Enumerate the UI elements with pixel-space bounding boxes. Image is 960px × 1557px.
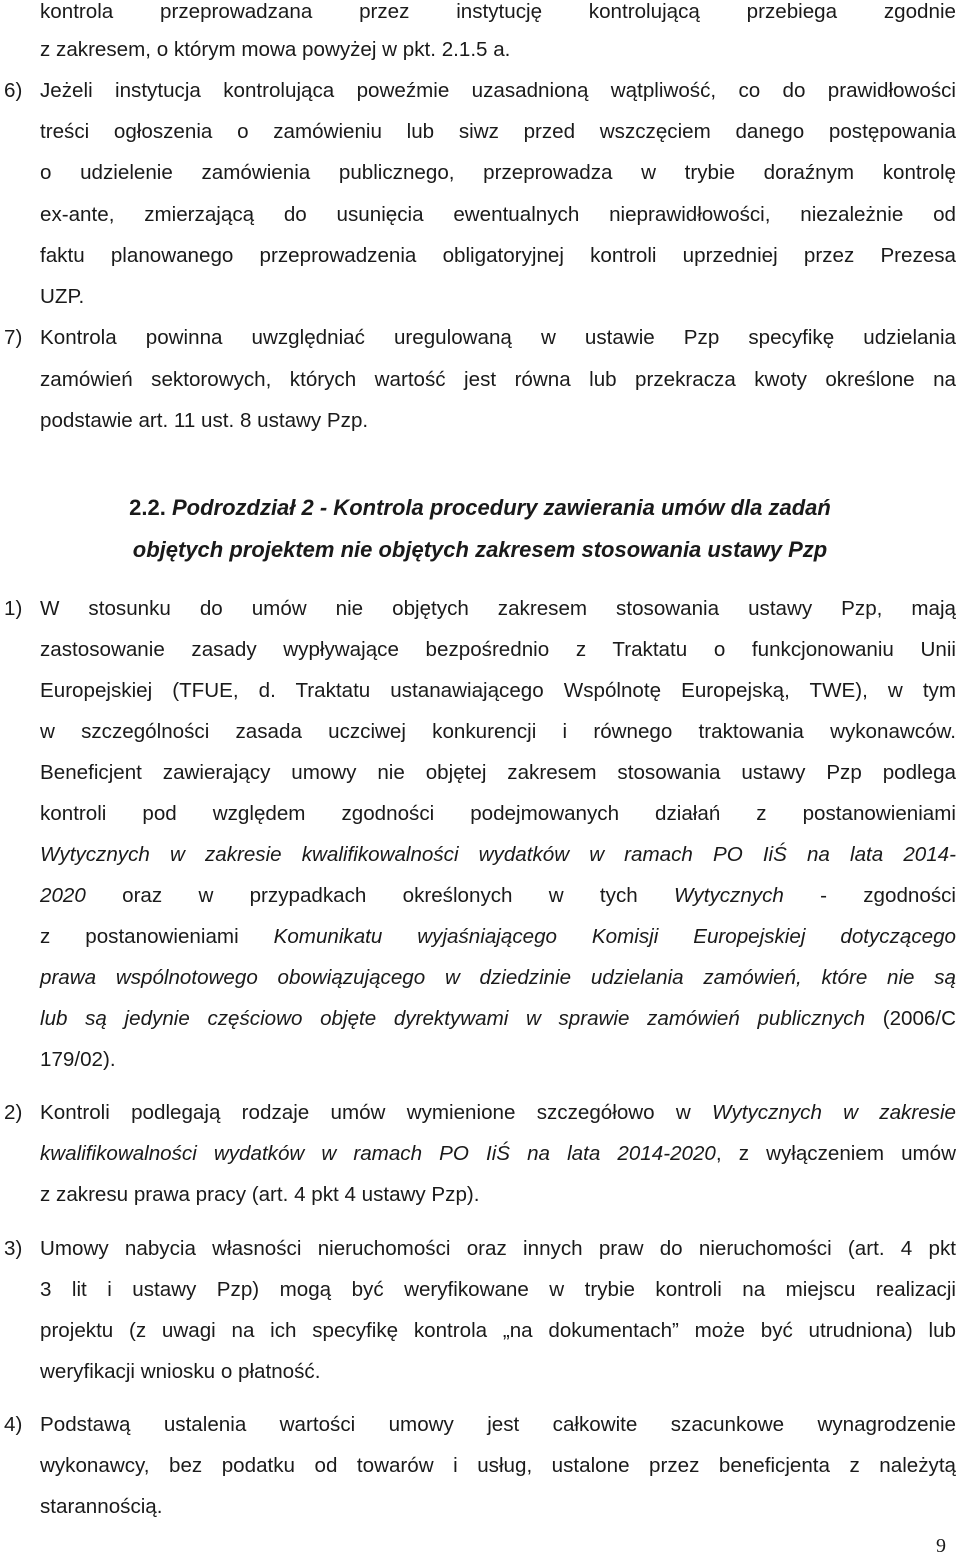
section-item-1-line-3: Europejskiej (TFUE, d. Traktatu ustanawiającego Wspólnotę Europejską, TWE), w tym xyxy=(40,679,956,702)
item-6-line-5: faktu planowanego przeprowadzenia obligatoryjnej kontroli uprzedniej przez Prezesa xyxy=(40,244,956,267)
section-item-1-line-12: 179/02). xyxy=(40,1048,116,1071)
section-item-1-line-11 xyxy=(40,1007,956,1031)
directives-reference: lub są jedynie częściowo objęte dyrektywami w sprawie zamówień publicznych xyxy=(40,1007,866,1030)
section-item-4-line-1: Podstawą ustalenia wartości umowy jest całkowite szacunkowe wynagrodzenie xyxy=(40,1413,956,1436)
intro-line-1: kontrola przeprowadzana przez instytucję kontrolującą przebiega zgodnie xyxy=(40,0,956,23)
oj-reference: (2006/C xyxy=(882,1007,956,1030)
section-item-1-line-10: prawa wspólnotowego obowiązującego w dziedzinie udzielania zamówień, które nie są xyxy=(40,966,956,989)
item-number-6: 6) xyxy=(4,79,23,102)
line-tail: , z wyłączeniem umów xyxy=(715,1142,957,1165)
line-8-text: oraz w przypadkach określonych w tych xyxy=(122,884,638,907)
section-item-1-line-1: W stosunku do umów nie objętych zakresem stosowania ustawy Pzp, mają xyxy=(40,597,956,620)
item-6-line-2: treści ogłoszenia o zamówieniu lub siwz przed wszczęciem danego postępowania xyxy=(40,120,956,143)
section-item-number-3: 3) xyxy=(4,1237,23,1260)
section-item-1-line-6: kontroli pod względem zgodności podejmowanych działań z postanowieniami xyxy=(40,802,956,825)
section-title-part-1: Podrozdział 2 - Kontrola procedury zawierania umów dla zadań xyxy=(171,495,831,520)
communication-reference: Komunikatu wyjaśniającego Komisji Europejskiej dotyczącego xyxy=(273,925,956,948)
section-item-1-line-2: zastosowanie zasady wypływające bezpośrednio z Traktatu o funkcjonowaniu Unii xyxy=(40,638,956,661)
guidelines-reference-cont: kwalifikowalności wydatków w ramach PO IiŚ na lata 2014-2020 xyxy=(40,1142,716,1165)
section-item-number-1: 1) xyxy=(4,597,23,620)
intro-line-2: z zakresem, o którym mowa powyżej w pkt. 2.1.5 a. xyxy=(40,38,511,61)
section-item-number-2: 2) xyxy=(4,1101,23,1124)
section-item-number-4: 4) xyxy=(4,1413,23,1436)
item-6-line-6: UZP. xyxy=(40,285,85,308)
item-number-7: 7) xyxy=(4,326,23,349)
section-item-1-line-8 xyxy=(40,884,956,908)
section-item-2-line-2 xyxy=(40,1142,956,1166)
line-9-text: z postanowieniami xyxy=(40,925,239,948)
section-item-1-line-4: w szczególności zasada uczciwej konkurencji i równego traktowania wykonawców. xyxy=(40,720,956,743)
item-6-line-4: ex-ante, zmierzającą do usunięcia ewentualnych nieprawidłowości, niezależnie od xyxy=(40,203,956,226)
section-item-4-line-2: wykonawcy, bez podatku od towarów i usług, ustalone przez beneficjenta z należytą xyxy=(40,1454,956,1477)
section-item-2-line-3: z zakresu prawa pracy (art. 4 pkt 4 ustawy Pzp). xyxy=(40,1183,480,1206)
section-item-3-line-2: 3 lit i ustawy Pzp) mogą być weryfikowane w trybie kontroli na miejscu realizacji xyxy=(40,1278,956,1301)
section-item-3-line-4: weryfikacji wniosku o płatność. xyxy=(40,1360,321,1383)
item-7-line-1: Kontrola powinna uwzględniać uregulowaną w ustawie Pzp specyfikę udzielania xyxy=(40,326,956,349)
year-range-end: 2020 xyxy=(40,884,86,907)
line-text: Kontroli podlegają rodzaje umów wymienione szczegółowo w xyxy=(40,1101,691,1124)
guidelines-reference: Wytycznych w zakresie xyxy=(712,1101,956,1124)
section-item-1-line-5: Beneficjent zawierający umowy nie objętej zakresem stosowania ustawy Pzp podlega xyxy=(40,761,956,784)
section-item-4-line-3: starannością. xyxy=(40,1495,163,1518)
section-item-1-line-7: Wytycznych w zakresie kwalifikowalności wydatków w ramach PO IiŚ na lata 2014- xyxy=(40,843,956,866)
guidelines-reference: Wytycznych xyxy=(673,884,784,907)
page-number: 9 xyxy=(936,1535,946,1557)
item-6-line-1: Jeżeli instytucja kontrolująca poweźmie uzasadnioną wątpliwość, co do prawidłowości xyxy=(40,79,956,102)
section-number: 2.2. xyxy=(129,495,166,520)
section-heading-line-2: objętych projektem nie objętych zakresem stosowania ustawy Pzp xyxy=(132,537,828,562)
item-6-line-3: o udzielenie zamówienia publicznego, przeprowadza w trybie doraźnym kontrolę xyxy=(40,161,956,184)
section-item-2-line-1 xyxy=(40,1101,956,1125)
section-item-1-line-9 xyxy=(40,925,956,949)
section-item-3-line-1: Umowy nabycia własności nieruchomości oraz innych praw do nieruchomości (art. 4 pkt xyxy=(40,1237,956,1260)
section-item-3-line-3: projektu (z uwagi na ich specyfikę kontrola „na dokumentach” może być utrudniona) lub xyxy=(40,1319,956,1342)
line-8-tail: - zgodności xyxy=(820,884,956,907)
item-7-line-3: podstawie art. 11 ust. 8 ustawy Pzp. xyxy=(40,409,369,432)
section-heading-line-1 xyxy=(0,494,960,522)
item-7-line-2: zamówień sektorowych, których wartość jest równa lub przekracza kwoty określone na xyxy=(40,368,956,391)
